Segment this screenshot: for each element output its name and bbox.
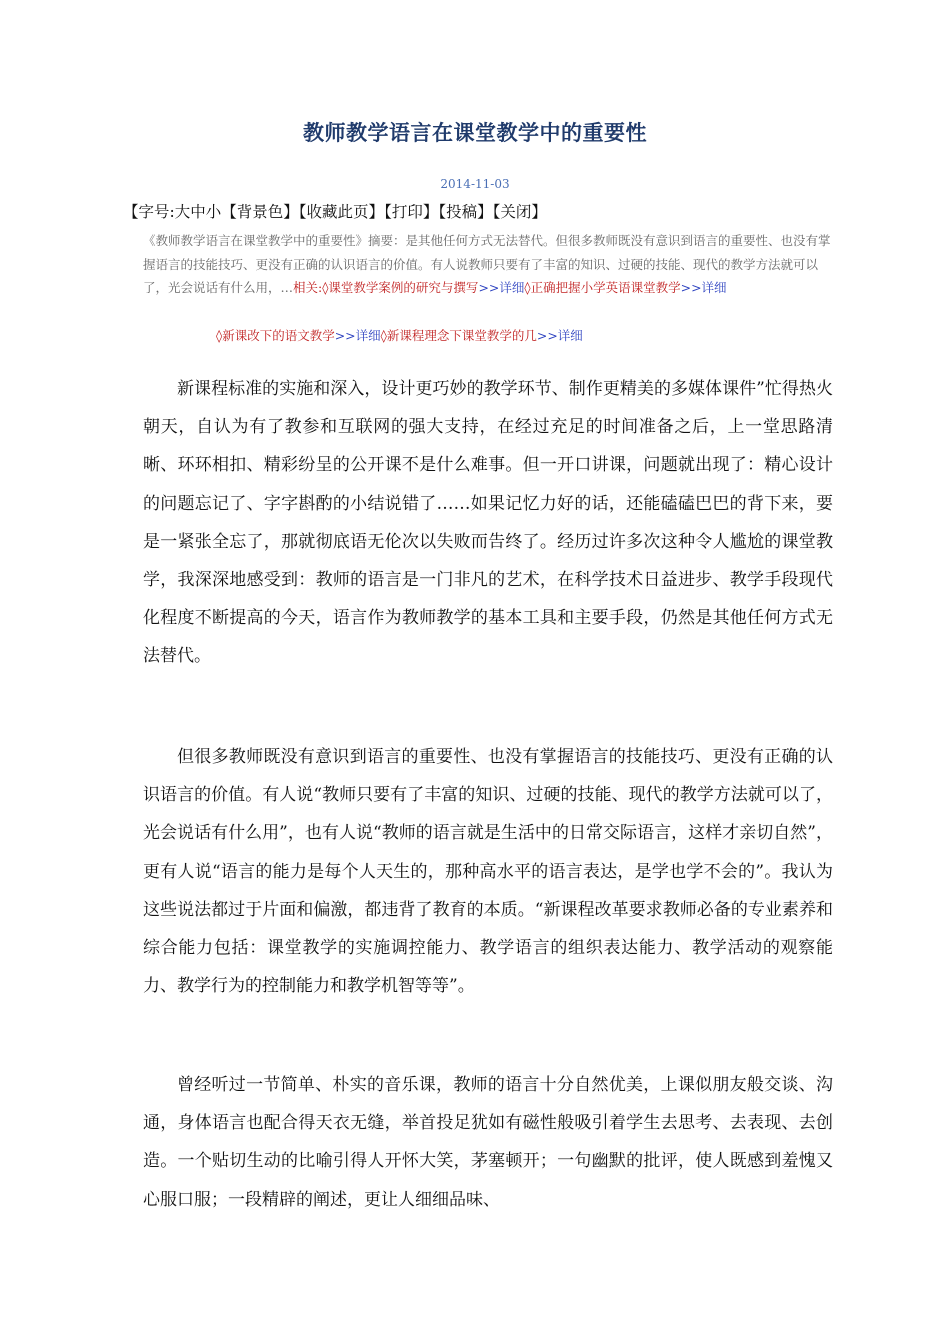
print-link[interactable]: 【打印】 <box>384 203 439 221</box>
related-link-4[interactable]: 新课程理念下课堂教学的几 <box>386 328 537 343</box>
paragraph-text: 但很多教师既没有意识到语言的重要性、也没有掌握语言的技能技巧、更没有正确的认识语言的价值。有人说“教师只要有了丰富的知识、过硬的技能、现代的教学方法就可以了，光会说话有什么用”，也有人说“教师的语言就是生活中的日常交际语言，这样才亲切自然”，更有人说“语言的能力是每个人天生的，那种高水平的语言表达，是学也学不会的”。我认为这些说法都过于片面和偏激，都违背了教育的本质。“新课程改革要求教师必备的专业素养和综合能力包括：课堂教学的实施调控能力、教学语言的组织表达能力、教学活动的观察能力、教学行为的控制能力和教学机智等等”。 <box>143 747 833 997</box>
article-toolbar <box>123 200 547 222</box>
paragraph-text: 新课程标准的实施和深入，设计更巧妙的教学环节、制作更精美的多媒体课件”忙得热火朝天，自认为有了教参和互联网的强大支持，在经过充足的时间准备之后，上一堂思路清晰、环环相扣、精彩纷呈的公开课不是什么难事。但一开口讲课，问题就出现了：精心设计的问题忘记了、字字斟酌的小结说错了……如果记忆力好的话，还能磕磕巴巴的背下来，要是一紧张全忘了，那就彻底语无伦次以失败而告终了。经历过许多次这种令人尴尬的课堂教学，我深深地感受到：教师的语言是一门非凡的艺术，在科学技术日益进步、教学手段现代化程度不断提高的今天，语言作为教师教学的基本工具和主要手段，仍然是其他任何方式无法替代。 <box>143 379 833 667</box>
related-bullet-icon: ◊ <box>380 328 387 343</box>
related-link-1[interactable]: 课堂教学案例的研究与撰写 <box>328 280 479 295</box>
font-size-large-link[interactable]: 大 <box>174 203 191 221</box>
font-size-label: 【字号: <box>123 203 175 221</box>
related-label: 相关: <box>293 280 323 295</box>
related-bullet-icon: ◊ <box>216 328 223 343</box>
paragraph-text: 曾经听过一节简单、朴实的音乐课，教师的语言十分自然优美，上课似朋友般交谈、沟通，身体语言也配合得天衣无缝，举首投足犹如有磁性般吸引着学生去思考、去表现、去创造。一个贴切生动的比喻引得人开怀大笑，茅塞顿开；一句幽默的批评，使人既感到羞愧又心服口服；一段精辟的阐述，更让人细细品味、 <box>143 1075 833 1210</box>
article-paragraph-1 <box>143 370 833 676</box>
summary-text: 《教师教学语言在课堂教学中的重要性》摘要：是其他任何方式无法替代。但很多教师既没有意识到语言的重要性、也没有掌握语言的技能技巧、更没有正确的认识语言的价值。有人说教师只要有了丰富的知识、过硬的技能、现代的教学方法就可以了，光会说话有什么用，… <box>143 233 831 295</box>
favorite-page-link[interactable]: 【收藏此页】 <box>298 203 385 221</box>
related-bullet-icon: ◊ <box>322 280 329 295</box>
related-more-link-1[interactable]: >>详细 <box>478 280 525 295</box>
font-size-small-link[interactable]: 小 <box>205 203 222 221</box>
related-more-link-3[interactable]: >>详细 <box>334 328 381 343</box>
related-link-2[interactable]: 正确把握小学英语课堂教学 <box>530 280 681 295</box>
background-color-link[interactable]: 【背景色】 <box>221 203 299 221</box>
submit-article-link[interactable]: 【投稿】 <box>438 203 493 221</box>
page-title: 教师教学语言在课堂教学中的重要性 <box>303 121 647 145</box>
article-paragraph-2 <box>143 738 833 1005</box>
close-link[interactable]: 【关闭】 <box>492 203 547 221</box>
related-more-link-2[interactable]: >>详细 <box>680 280 727 295</box>
related-more-link-4[interactable]: >>详细 <box>536 328 583 343</box>
publish-date: 2014-11-03 <box>440 177 510 191</box>
related-link-3[interactable]: 新课改下的语文教学 <box>222 328 335 343</box>
font-size-medium-link[interactable]: 中 <box>190 203 206 221</box>
related-links-row <box>216 326 583 344</box>
article-summary <box>143 229 833 300</box>
related-bullet-icon: ◊ <box>524 280 531 295</box>
article-paragraph-3 <box>143 1066 833 1219</box>
